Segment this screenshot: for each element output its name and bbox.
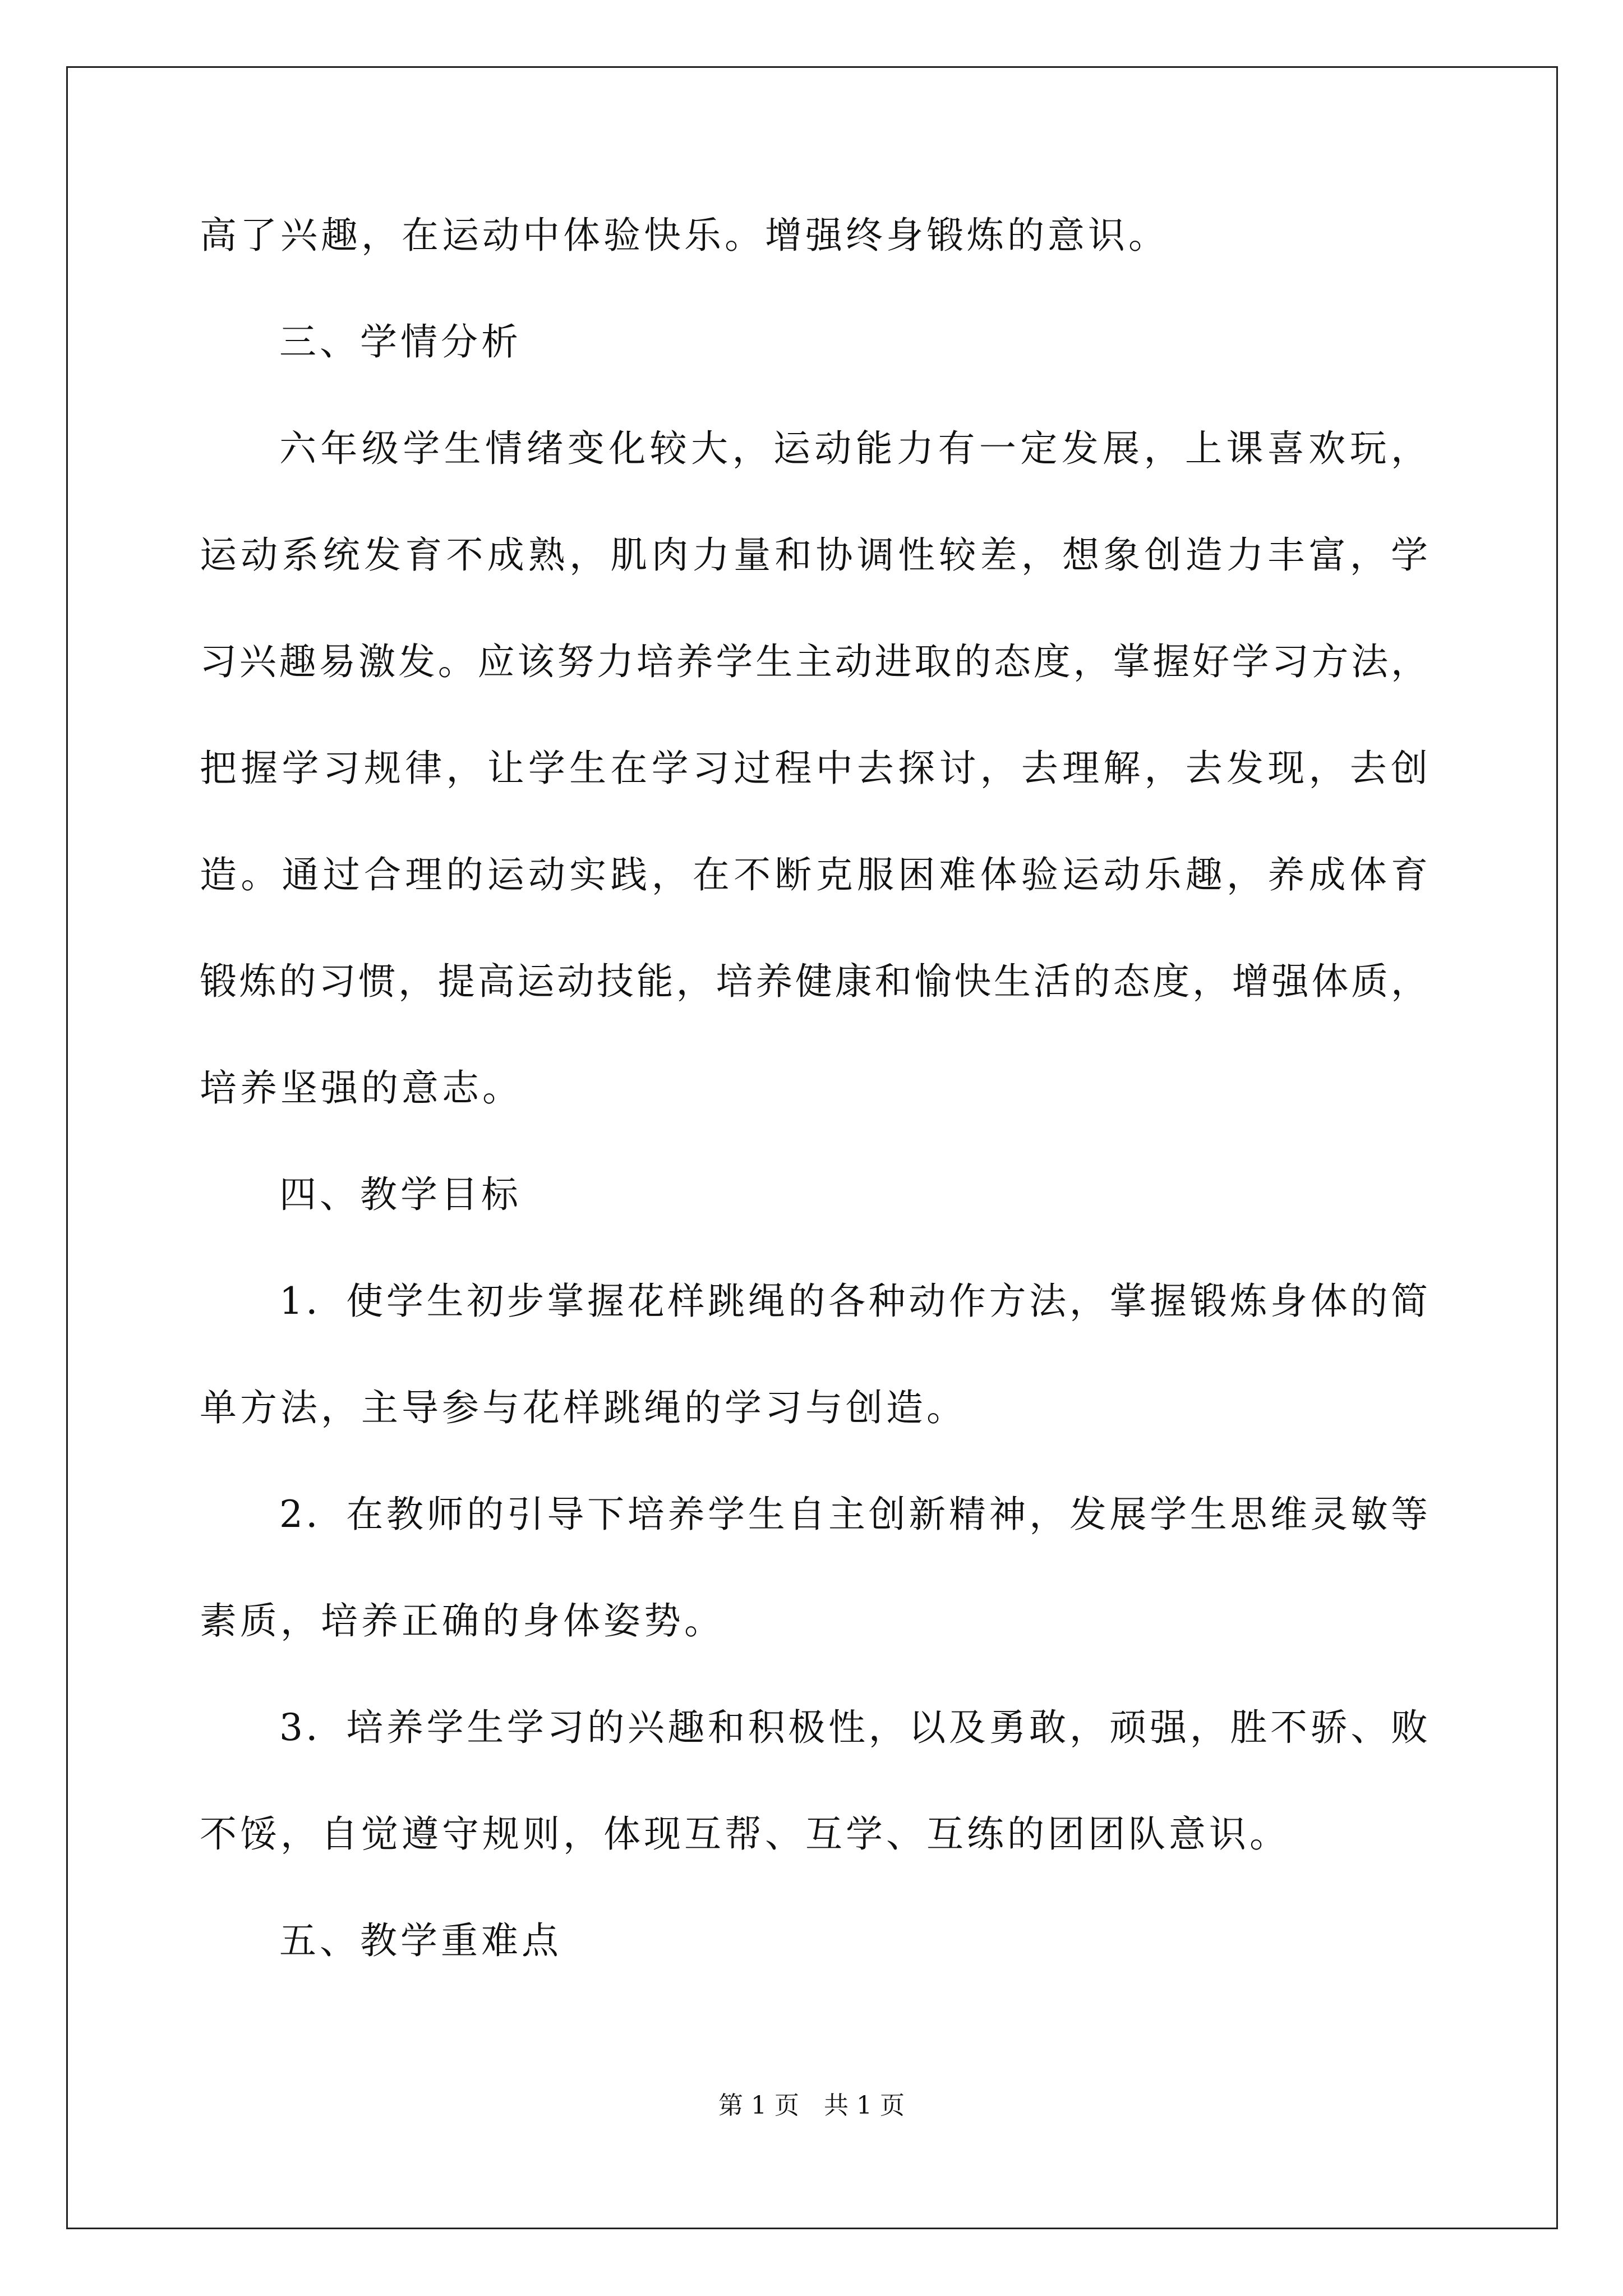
text-line-16: 不馁，自觉遵守规则，体现互帮、互学、互练的团团队意识。: [200, 1812, 1290, 1856]
section-heading-4: 四、教学目标: [279, 1173, 522, 1216]
page-border: [66, 66, 1558, 2229]
text-line-13: 2．在教师的引导下培养学生自主创新精神，发展学生思维灵敏等: [279, 1493, 1428, 1536]
text-line-8: 锻炼的习惯，提高运动技能，培养健康和愉快生活的态度，增强体质，: [200, 960, 1428, 1003]
text-line-3: 六年级学生情绪变化较大，运动能力有一定发展，上课喜欢玩，: [279, 427, 1428, 470]
text-line-5: 习兴趣易激发。应该努力培养学生主动进取的态度，掌握好学习方法，: [200, 640, 1428, 683]
text-line-4: 运动系统发育不成熟，肌肉力量和协调性较差，想象创造力丰富，学: [200, 533, 1428, 577]
text-line-6: 把握学习规律，让学生在学习过程中去探讨，去理解，去发现，去创: [200, 747, 1428, 790]
section-heading-5: 五、教学重难点: [279, 1919, 562, 1962]
text-line-9: 培养坚强的意志。: [200, 1066, 523, 1110]
text-line-1: 高了兴趣，在运动中体验快乐。增强终身锻炼的意识。: [200, 214, 1169, 257]
page-footer: 第 1 页 共 1 页: [718, 2091, 905, 2120]
text-line-12: 单方法，主导参与花样跳绳的学习与创造。: [200, 1386, 967, 1429]
text-line-11: 1．使学生初步掌握花样跳绳的各种动作方法，掌握锻炼身体的简: [279, 1280, 1428, 1323]
text-line-14: 素质，培养正确的身体姿势。: [200, 1599, 725, 1642]
text-line-7: 造。通过合理的运动实践，在不断克服困难体验运动乐趣，养成体育: [200, 853, 1428, 896]
section-heading-3: 三、学情分析: [279, 320, 522, 364]
text-line-15: 3．培养学生学习的兴趣和积极性，以及勇敢，顽强，胜不骄、败: [279, 1706, 1428, 1749]
